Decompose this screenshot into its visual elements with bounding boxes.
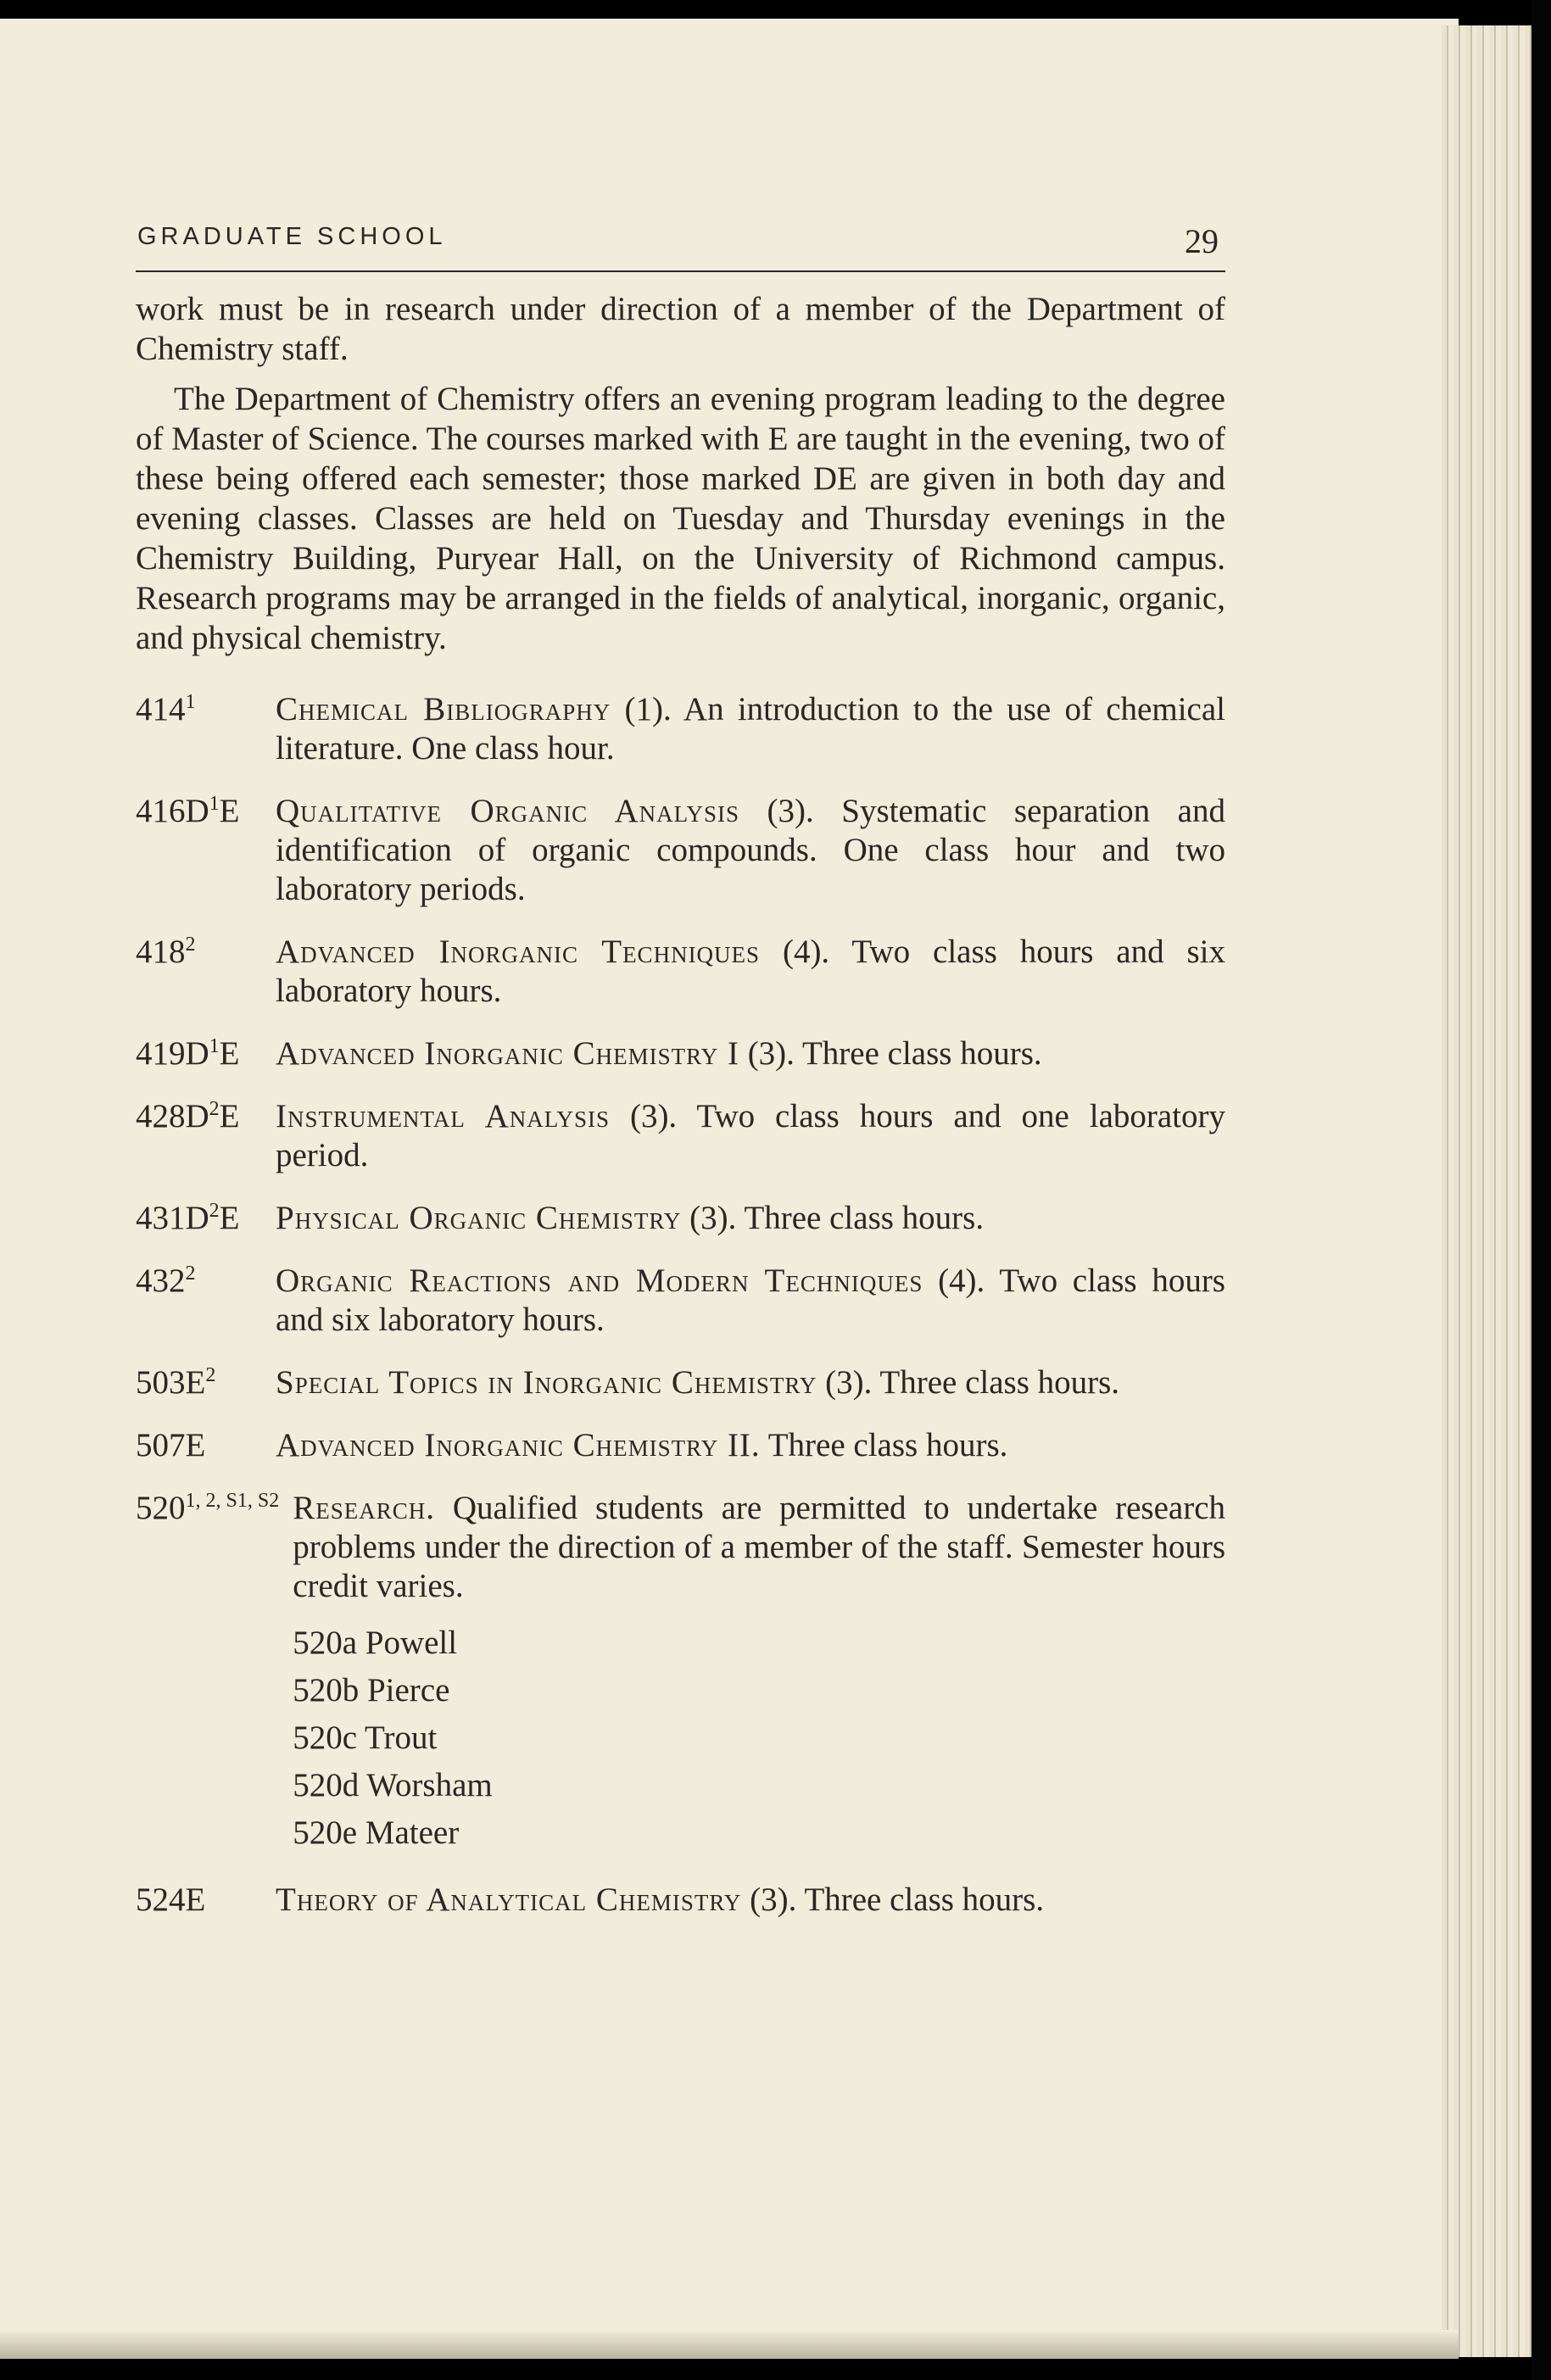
research-sections <box>293 1619 1225 1857</box>
course-description: Theory of Analytical Chemistry (3). Three class hours. <box>276 1881 1045 1918</box>
course-description: Qualitative Organic Analysis (3). Systematic separation and identification of organic compounds. One class hour and two laboratory periods. <box>276 793 1225 907</box>
course-title: Advanced Inorganic Techniques <box>276 934 761 970</box>
course-title: Research. <box>293 1490 435 1526</box>
running-head <box>136 216 1225 272</box>
course-entry <box>136 792 1225 909</box>
course-title: Physical Organic Chemistry <box>276 1200 682 1236</box>
course-entry <box>136 1363 1225 1402</box>
course-entry <box>136 1881 1225 1920</box>
course-number: $414^1$ <box>136 691 196 727</box>
course-number: 507E <box>136 1427 206 1463</box>
course-description: Instrumental Analysis (3). Two class hours and one laboratory period. <box>276 1098 1226 1173</box>
course-list <box>136 690 1225 1920</box>
course-title: Organic Reactions and Modern Techniques <box>276 1262 923 1299</box>
course-title: Special Topics in Inorganic Chemistry <box>276 1364 817 1401</box>
course-description: Advanced Inorganic Chemistry II. Three class hours. <box>276 1427 1008 1463</box>
course-description: Advanced Inorganic Techniques (4). Two class hours and six laboratory hours. <box>276 934 1225 1009</box>
book-spine <box>1531 0 1551 2380</box>
research-section: 520e Mateer <box>293 1814 460 1851</box>
intro-paragraph: work must be in research under direction of a member of the Department of Chemistry staff. <box>136 291 1225 367</box>
course-number: 524E <box>136 1881 206 1918</box>
page-edges <box>1442 25 1535 2357</box>
course-title: Advanced Inorganic Chemistry I <box>276 1035 739 1072</box>
course-number: $428D^2E$ <box>136 1098 240 1134</box>
page-content <box>136 216 1225 1943</box>
course-title: Instrumental Analysis <box>276 1098 611 1134</box>
course-entry <box>136 1199 1225 1238</box>
course-title: Qualitative Organic Analysis <box>276 793 739 829</box>
course-number: $503E^2$ <box>136 1364 216 1401</box>
course-entry <box>136 690 1225 768</box>
course-number: $416D^1E$ <box>136 793 240 829</box>
course-entry <box>136 1426 1225 1465</box>
evening-program-paragraph: The Department of Chemistry offers an evening program leading to the degree of Master of Science. The courses marked with E are taught in the evening, two of these being offered each semester; those marked DE are given in both day and evening classes. Classes are held on Tuesday and Thursday evenings in the Chemistry Building, Puryear Hall, on the University of Richmond campus. Research programs may be arranged in the fields of analytical, inorganic, organic, and physical chemistry. <box>136 381 1225 656</box>
course-title: Chemical Bibliography <box>276 691 611 727</box>
course-number: $432^2$ <box>136 1262 196 1299</box>
research-section: 520d Worsham <box>293 1767 493 1803</box>
course-description: Chemical Bibliography (1). An introduction to the use of chemical literature. One class hour. <box>276 691 1225 766</box>
research-section: 520b Pierce <box>293 1672 450 1708</box>
course-description: Organic Reactions and Modern Techniques (4). Two class hours and six laboratory hours. <box>276 1262 1225 1338</box>
course-entry <box>136 1034 1225 1073</box>
course-entry <box>136 933 1225 1011</box>
course-entry <box>136 1262 1225 1340</box>
page-bottom-shadow <box>0 2330 1459 2359</box>
course-number: $520^{1, 2, S1, S2}$ <box>136 1490 280 1526</box>
research-section: 520c Trout <box>293 1720 438 1756</box>
running-title: GRADUATE SCHOOL <box>137 223 447 250</box>
page-number: 29 <box>1185 222 1219 260</box>
course-number: $418^2$ <box>136 934 196 970</box>
course-description: Advanced Inorganic Chemistry I (3). Three class hours. <box>276 1035 1042 1072</box>
course-title: Advanced Inorganic Chemistry II. <box>276 1427 761 1463</box>
course-entry <box>136 1097 1225 1175</box>
course-number: $419D^1E$ <box>136 1035 240 1072</box>
course-number: $431D^2E$ <box>136 1200 240 1236</box>
course-title: Theory of Analytical Chemistry <box>276 1881 742 1918</box>
course-description: Physical Organic Chemistry (3). Three class hours. <box>276 1200 985 1236</box>
research-section: 520a Powell <box>293 1625 458 1661</box>
course-entry-research <box>136 1489 1225 1857</box>
course-description: Special Topics in Inorganic Chemistry (3). Three class hours. <box>276 1364 1120 1401</box>
course-description: Research. Qualified students are permitted to undertake research problems under the direction of a member of the staff. Semester hours credit varies. 520a Powell 520b Pierce 520c Trout 520d Worsham 520e Mateer <box>293 1489 1225 1857</box>
